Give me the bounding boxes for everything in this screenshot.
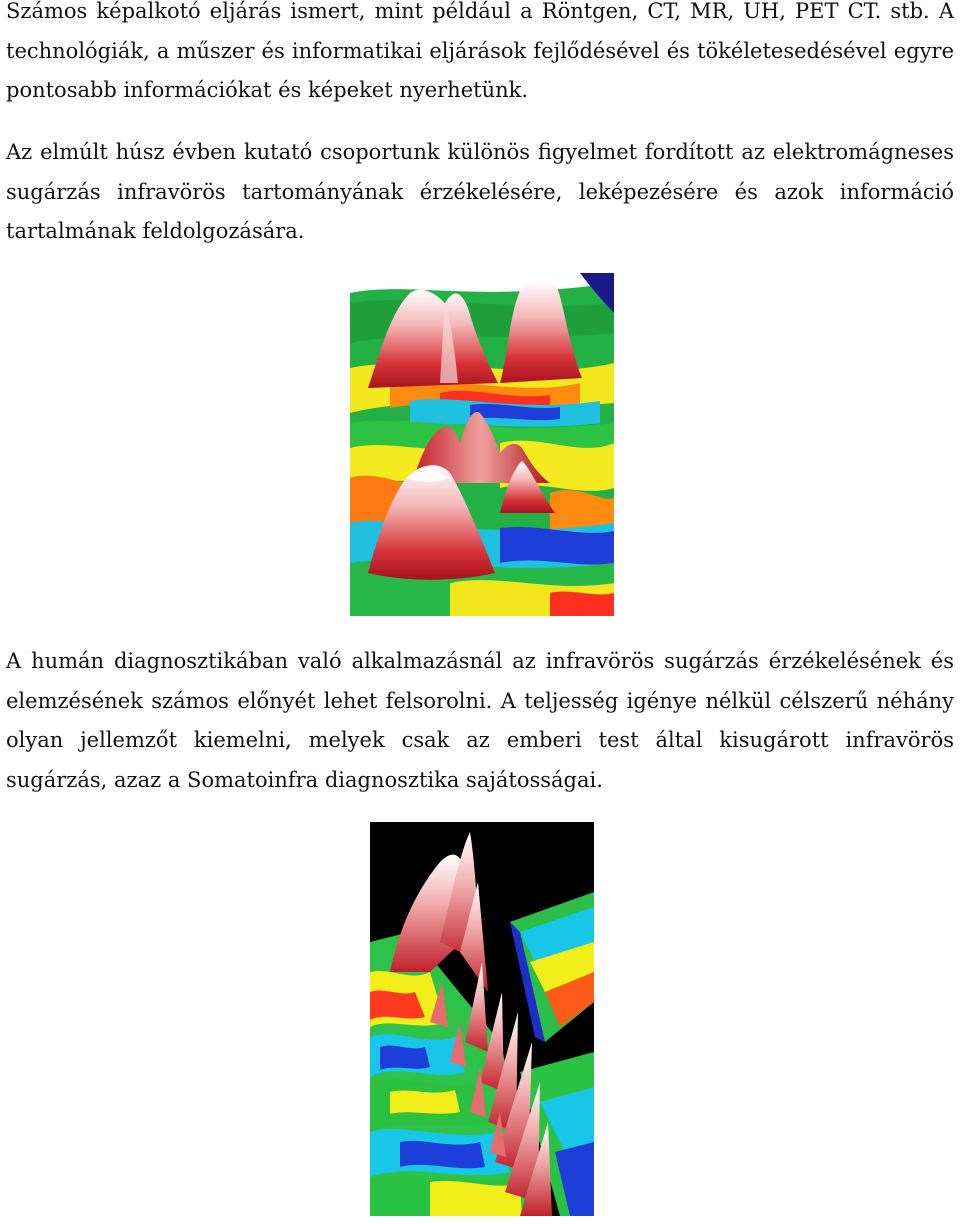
- paragraph-intro: Számos képalkotó eljárás ismert, mint például a Röntgen, CT, MR, UH, PET CT. stb. A technológiák, a műszer és informatikai eljárások fejlődésével és tökéletesedésével egyre pontosabb információkat és képeket nyerhetünk.: [6, 0, 954, 102]
- thermal-3d-image-2: [370, 822, 594, 1216]
- paragraph-diagnostics: A humán diagnosztikában való alkalmazásnál az infravörös sugárzás érzékelésének és elemzésének számos előnyét lehet felsorolni. A teljesség igénye nélkül célszerű néhány olyan jellemzőt kiemelni, melyek csak az emberi test által kisugárott infravörös sugárzás, azaz a Somatoinfra diagnosztika sajátosságai.: [6, 649, 954, 792]
- paragraph-research: Az elmúlt húsz évben kutató csoportunk különös figyelmet fordított az elektromágneses sugárzás infravörös tartományának érzékelésére, leképezésére és azok információ tartalmának feldolgozására.: [6, 140, 954, 243]
- thermal-3d-image-1: [350, 273, 614, 616]
